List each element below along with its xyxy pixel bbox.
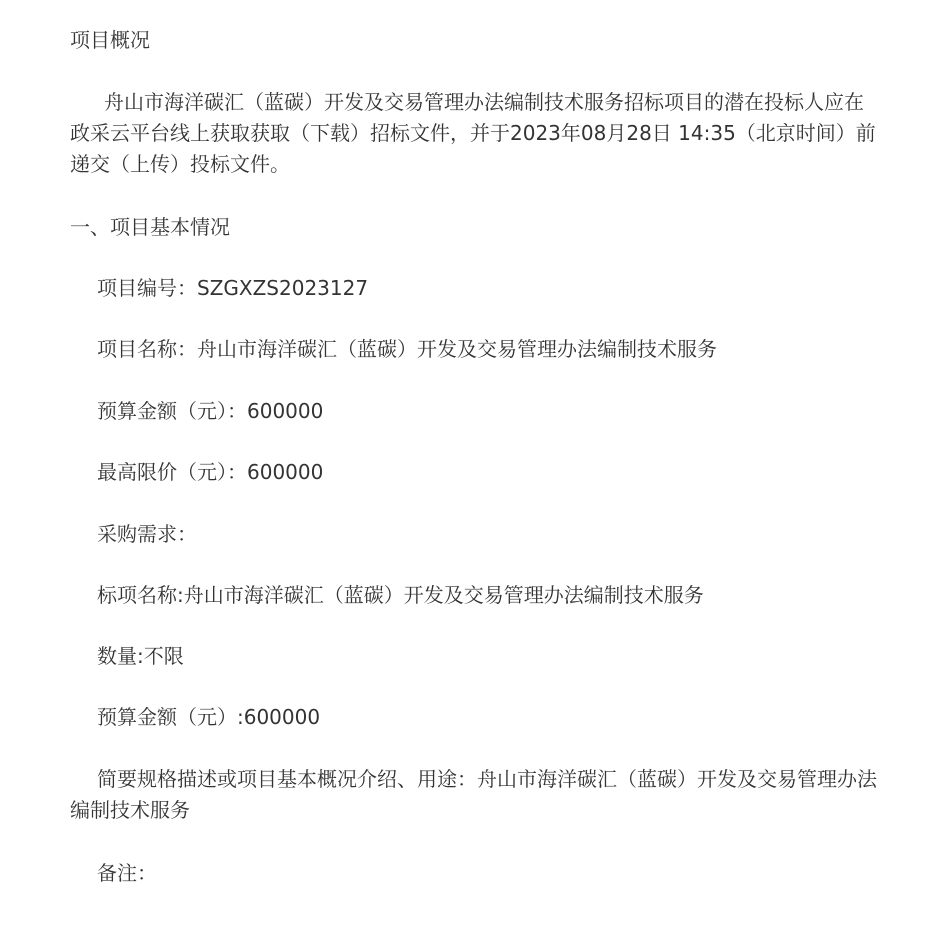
project-name: 项目名称：舟山市海洋碳汇（蓝碳）开发及交易管理办法编制技术服务 — [97, 337, 717, 361]
overview-paragraph: 舟山市海洋碳汇（蓝碳）开发及交易管理办法编制技术服务招标项目的潜在投标人应在政采云平台线上获取获取（下载）招标文件，并于2023年08月28日 14:35（北京时间）前递交（上传）投标文件。 — [70, 90, 876, 176]
overview-heading: 项目概况 — [70, 28, 150, 52]
quantity: 数量:不限 — [97, 644, 184, 668]
section-heading: 一、项目基本情况 — [70, 215, 230, 239]
description: 简要规格描述或项目基本概况介绍、用途：舟山市海洋碳汇（蓝碳）开发及交易管理办法编制技术服务 — [70, 767, 877, 822]
lot-budget: 预算金额（元）:600000 — [97, 705, 321, 729]
lot-name: 标项名称:舟山市海洋碳汇（蓝碳）开发及交易管理办法编制技术服务 — [97, 583, 704, 607]
max-price: 最高限价（元）：600000 — [97, 460, 324, 484]
budget-amount: 预算金额（元）：600000 — [97, 399, 324, 423]
project-number: 项目编号：SZGXZS2023127 — [97, 276, 369, 300]
remarks-label: 备注： — [97, 861, 157, 885]
requirements-label: 采购需求： — [97, 522, 197, 546]
